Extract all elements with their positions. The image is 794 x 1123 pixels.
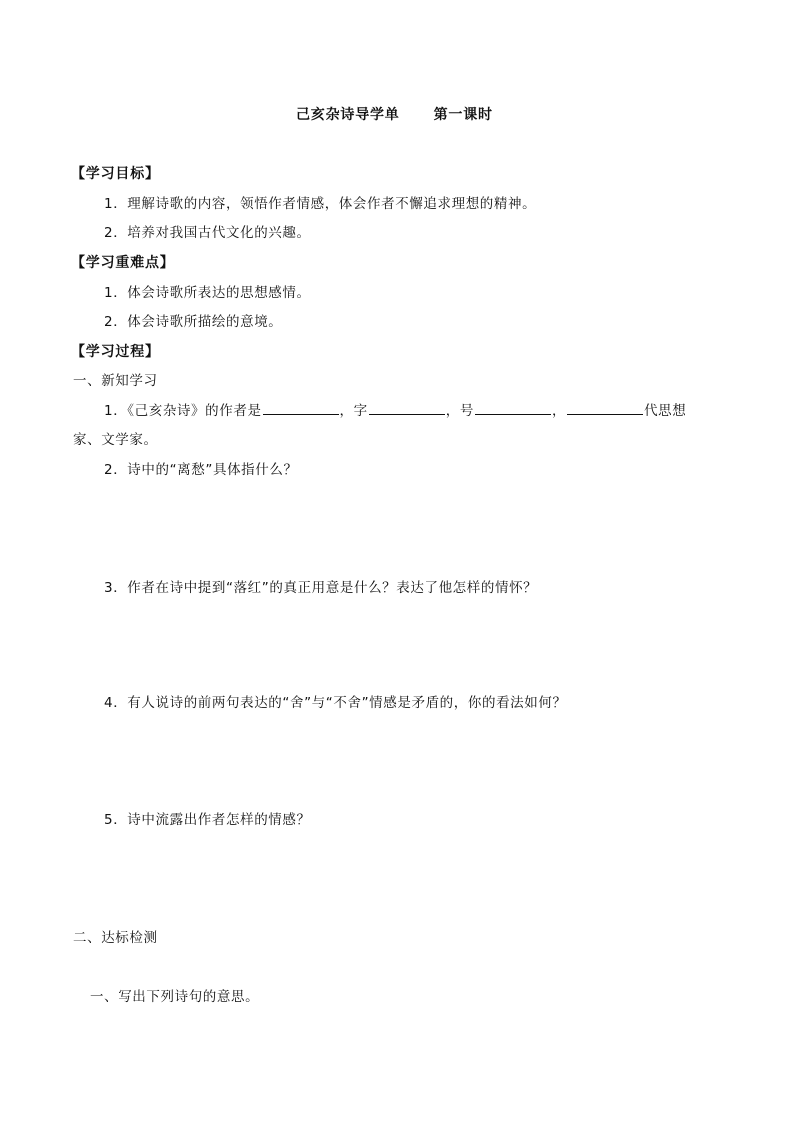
key-point-item: 2．体会诗歌所描绘的意境。 [104,314,283,330]
question-5: 5．诗中流露出作者怎样的情感？ [104,812,311,828]
question-1-sep: ， [551,403,567,419]
courtesy-name-blank[interactable] [369,401,445,415]
question-4: 4．有人说诗的前两句表达的“舍”与“不舍”情感是矛盾的，你的看法如何？ [104,695,567,711]
objective-item: 2．培养对我国古代文化的兴趣。 [104,225,311,241]
section-assessment-title: 二、达标检测 [73,930,158,946]
process-heading: 【学习过程】 [71,344,160,360]
question-1-sep: ，号 [445,403,474,419]
key-points-heading: 【学习重难点】 [71,255,175,271]
question-1-continuation: 家、文学家。 [73,432,158,448]
question-1-sep: ，字 [339,403,368,419]
page-title [296,106,493,124]
question-1 [104,401,686,420]
author-name-blank[interactable] [263,401,339,415]
key-point-item: 1．体会诗歌所表达的思想感情。 [104,285,311,301]
pen-name-blank[interactable] [475,401,551,415]
question-1-suffix: 代思想 [644,403,687,419]
assessment-task-1: 一、写出下列诗句的意思。 [90,989,260,1005]
objective-item: 1．理解诗歌的内容，领悟作者情感，体会作者不懈追求理想的精神。 [104,196,537,212]
question-3: 3．作者在诗中提到“落红”的真正用意是什么？表达了他怎样的情怀？ [104,580,538,596]
question-2: 2．诗中的“离愁”具体指什么？ [104,462,298,478]
title-main: 己亥杂诗导学单 [296,107,400,123]
question-1-prefix: 1．《己亥杂诗》的作者是 [104,403,262,419]
section-new-learning-title: 一、新知学习 [73,373,158,389]
objectives-heading: 【学习目标】 [71,166,160,182]
dynasty-blank[interactable] [567,401,643,415]
title-sub: 第一课时 [433,107,493,123]
